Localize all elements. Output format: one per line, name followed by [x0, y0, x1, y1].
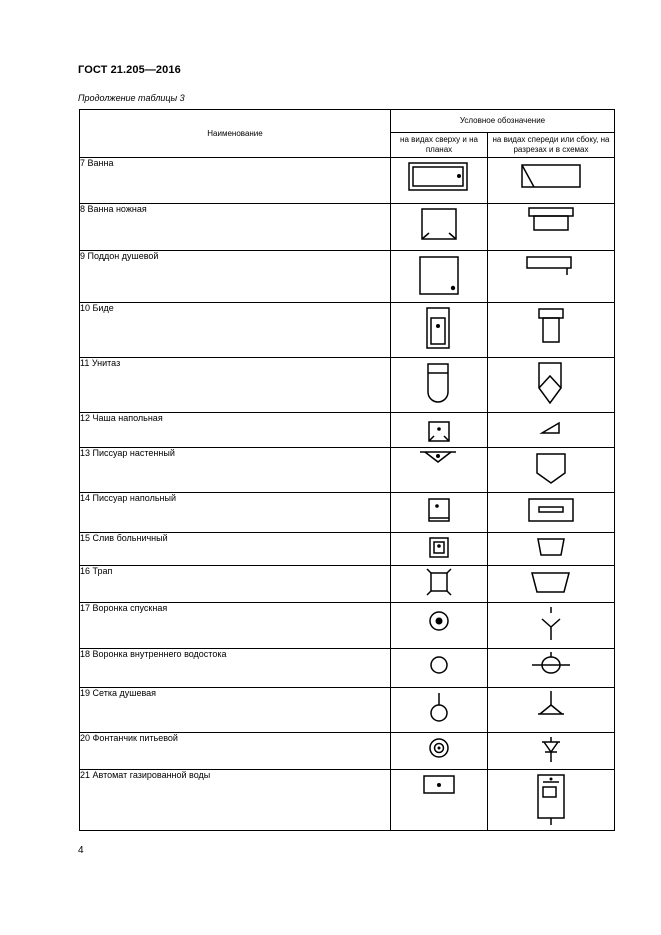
symbols-table — [79, 109, 615, 831]
row-name: 8 Ванна ножная — [80, 204, 391, 251]
row-name: 9 Поддон душевой — [80, 251, 391, 303]
table-row — [80, 493, 615, 533]
shower-tray-front-icon — [523, 251, 579, 299]
drain-funnel-front-icon — [531, 603, 571, 645]
bathtub-plan-icon — [408, 158, 470, 194]
floor-drain-plan-icon — [424, 566, 454, 600]
row-name: 15 Слив больничный — [80, 533, 391, 566]
table-row — [80, 566, 615, 603]
table-row — [80, 770, 615, 831]
table-row — [80, 413, 615, 448]
table-row — [80, 733, 615, 770]
bidet-front-icon — [531, 303, 571, 353]
bathtub-front-icon — [520, 158, 582, 194]
floor-urinal-plan-icon — [424, 493, 454, 529]
foot-bath-plan-icon — [419, 204, 459, 246]
row-name: 19 Сетка душевая — [80, 688, 391, 733]
row-name: 20 Фонтанчик питьевой — [80, 733, 391, 770]
table-row — [80, 649, 615, 688]
table-row — [80, 358, 615, 413]
header-plan-cell: на видах сверху и на планах — [391, 133, 488, 158]
table-row — [80, 603, 615, 649]
floor-bowl-front-icon — [531, 413, 571, 445]
header-front-cell: на видах спереди или сбоку, на разрезах и в схемах — [488, 133, 615, 158]
table-row — [80, 303, 615, 358]
toilet-front-icon — [531, 358, 571, 408]
document-title: ГОСТ 21.205—2016 — [78, 64, 181, 76]
header-name-cell: Наименование — [80, 110, 391, 158]
soda-machine-plan-icon — [419, 770, 459, 828]
floor-drain-front-icon — [526, 566, 576, 600]
table-header-row — [80, 110, 615, 133]
foot-bath-front-icon — [526, 204, 576, 246]
table-row — [80, 688, 615, 733]
shower-tray-plan-icon — [417, 251, 461, 299]
row-name: 10 Биде — [80, 303, 391, 358]
row-name: 21 Автомат газированной воды — [80, 770, 391, 831]
wall-urinal-plan-icon — [417, 448, 461, 490]
table-row — [80, 158, 615, 204]
table-row — [80, 251, 615, 303]
wall-urinal-front-icon — [529, 448, 573, 490]
row-name: 16 Трап — [80, 566, 391, 603]
hospital-drain-plan-icon — [424, 533, 454, 563]
table-row — [80, 204, 615, 251]
row-name: 17 Воронка спускная — [80, 603, 391, 649]
bidet-plan-icon — [424, 303, 454, 353]
toilet-plan-icon — [424, 358, 454, 408]
row-name: 7 Ванна — [80, 158, 391, 204]
floor-urinal-front-icon — [523, 493, 579, 529]
hospital-drain-front-icon — [531, 533, 571, 563]
row-name: 13 Писсуар настенный — [80, 448, 391, 493]
drain-funnel-plan-icon — [424, 603, 454, 645]
header-symbol-group-cell: Условное обозначение — [391, 110, 615, 133]
drinking-fountain-front-icon — [531, 733, 571, 767]
roof-drain-funnel-plan-icon — [424, 649, 454, 685]
row-name: 12 Чаша напольная — [80, 413, 391, 448]
table-continuation-caption: Продолжение таблицы 3 — [78, 93, 185, 103]
floor-bowl-plan-icon — [424, 413, 454, 445]
drinking-fountain-plan-icon — [424, 733, 454, 767]
row-name: 18 Воронка внутреннего водостока — [80, 649, 391, 688]
shower-head-plan-icon — [424, 688, 454, 730]
row-name: 14 Писсуар напольный — [80, 493, 391, 533]
table-row — [80, 533, 615, 566]
shower-head-front-icon — [531, 688, 571, 730]
soda-machine-front-icon — [531, 770, 571, 828]
row-name: 11 Унитаз — [80, 358, 391, 413]
table-row — [80, 448, 615, 493]
roof-drain-funnel-front-icon — [526, 649, 576, 685]
page-number: 4 — [78, 845, 84, 856]
